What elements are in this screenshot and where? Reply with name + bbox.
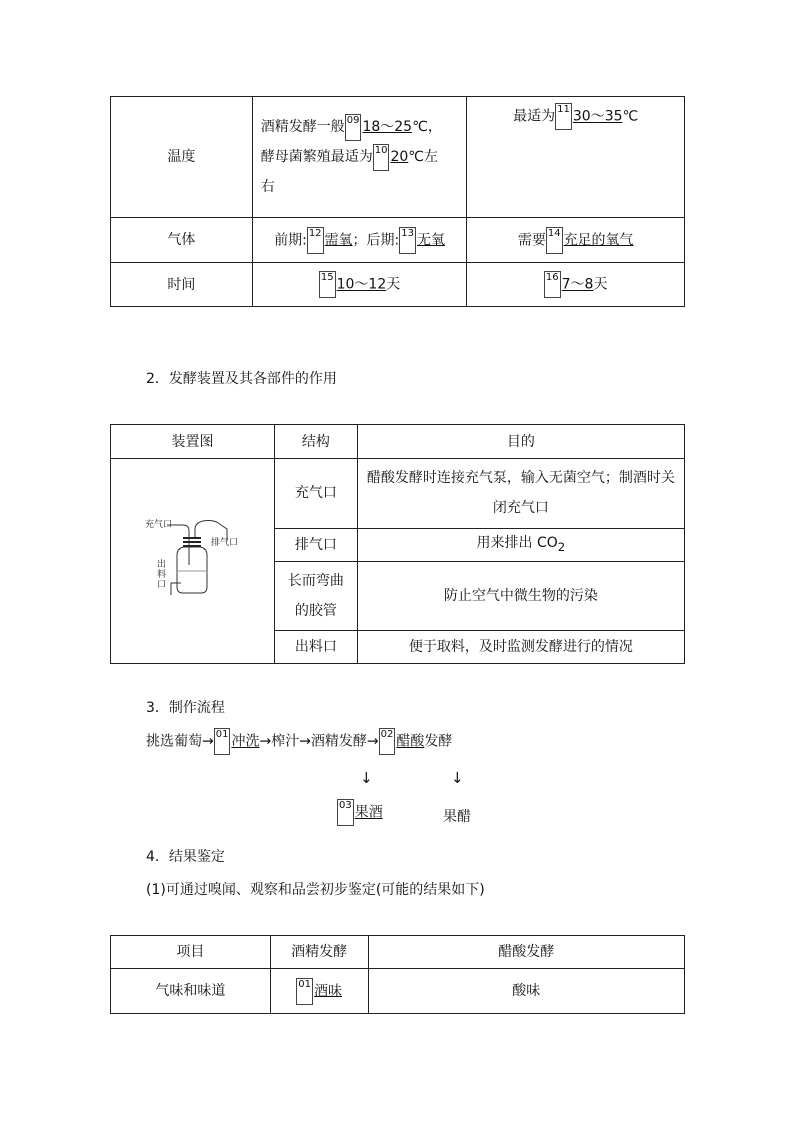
bottle-shape xyxy=(177,547,207,593)
subscript: 2 xyxy=(557,539,566,554)
alcohol-result-cell xyxy=(270,969,368,1014)
flow-text: 挑选葡萄→ xyxy=(146,733,214,750)
table-row xyxy=(111,459,685,529)
down-arrow-icon: ↓ xyxy=(451,769,464,787)
process-flow xyxy=(146,728,452,755)
acetic-time-cell xyxy=(467,263,685,307)
structure-cell: 排气口 xyxy=(275,528,358,561)
discharge-label-char: 口 xyxy=(157,580,167,590)
blank-number-box: 15 xyxy=(319,271,336,298)
fermentation-apparatus-diagram xyxy=(111,459,274,663)
column-header: 醋酸发酵 xyxy=(368,936,684,969)
table-header-row xyxy=(111,425,685,459)
column-header: 项目 xyxy=(111,936,271,969)
result-identification-table xyxy=(110,935,685,1014)
inlet-label: 充气口 xyxy=(145,520,173,530)
answer-text: 30～35 xyxy=(572,108,623,125)
table-header-row xyxy=(111,936,685,969)
cell-text: 需要 xyxy=(517,232,546,248)
blank-number-box: 02 xyxy=(379,728,396,755)
answer-text: 酒味 xyxy=(314,983,342,999)
cell-text: 酵母菌繁殖最适为 xyxy=(260,149,373,165)
acetic-temperature-cell xyxy=(467,97,685,218)
table-row xyxy=(111,263,685,307)
apparatus-diagram-cell xyxy=(111,459,275,664)
row-label-gas: 气体 xyxy=(111,218,253,263)
blank-number-box: 12 xyxy=(307,227,324,254)
cell-text: ；后期: xyxy=(352,232,400,248)
section-4-heading: 4．结果鉴定 xyxy=(146,849,225,865)
purpose-cell: 醋酸发酵时连接充气泵，输入无菌空气；制酒时关闭充气口 xyxy=(357,459,684,529)
alcohol-temperature-cell xyxy=(252,97,467,218)
answer-text: 18～25 xyxy=(362,119,413,135)
cell-text: 天 xyxy=(386,276,401,293)
discharge-tube xyxy=(171,583,181,595)
answer-text: 20 xyxy=(390,149,409,165)
cell-text: 右 xyxy=(260,179,275,195)
purpose-cell: 便于取料，及时监测发酵进行的情况 xyxy=(357,630,684,663)
fermentation-conditions-table xyxy=(110,96,685,307)
acetic-gas-cell xyxy=(467,218,685,263)
discharge-label-char: 料 xyxy=(157,570,167,580)
answer-text: 7～8 xyxy=(561,276,594,293)
alcohol-time-cell xyxy=(252,263,467,307)
column-header: 目的 xyxy=(357,425,684,459)
answer-text: 充足的氧气 xyxy=(563,232,634,248)
blank-number-box: 13 xyxy=(399,227,416,254)
blank-number-box: 11 xyxy=(555,103,572,130)
answer-text: 果酒 xyxy=(354,804,383,821)
row-label-time: 时间 xyxy=(111,263,253,307)
cell-text: ℃ xyxy=(622,108,639,125)
purpose-cell xyxy=(357,528,684,561)
answer-text: 冲洗 xyxy=(231,733,260,750)
apparatus-table xyxy=(110,424,685,664)
column-header: 装置图 xyxy=(111,425,275,459)
blank-number-box: 01 xyxy=(296,978,313,1005)
purpose-cell: 防止空气中微生物的污染 xyxy=(357,561,684,630)
cell-text: 酒精发酵一般 xyxy=(260,119,345,135)
table-row xyxy=(111,218,685,263)
blank-number-box: 01 xyxy=(214,728,231,755)
product-alcohol xyxy=(337,799,383,826)
row-label: 气味和味道 xyxy=(111,969,271,1014)
section-2-heading: 2．发酵装置及其各部件的作用 xyxy=(146,371,337,387)
blank-number-box: 03 xyxy=(337,799,354,826)
answer-text: 10～12 xyxy=(336,276,387,293)
answer-text: 需氧 xyxy=(324,232,353,248)
column-header: 结构 xyxy=(275,425,358,459)
product-vinegar: 果醋 xyxy=(443,809,471,825)
cell-text: 前期: xyxy=(274,232,307,248)
cell-text: 最适为 xyxy=(513,108,556,125)
blank-number-box: 14 xyxy=(546,227,563,254)
column-header: 酒精发酵 xyxy=(270,936,368,969)
cell-text: 天 xyxy=(593,276,608,293)
blank-number-box: 09 xyxy=(345,114,362,141)
table-row xyxy=(111,969,685,1014)
cell-text: ℃左 xyxy=(408,149,439,165)
structure-cell: 长而弯曲的胶管 xyxy=(275,561,358,630)
outlet-label: 排气口 xyxy=(211,538,239,548)
answer-text: 无氧 xyxy=(417,232,445,248)
blank-number-box: 10 xyxy=(373,144,390,171)
down-arrow-icon: ↓ xyxy=(360,769,373,787)
discharge-label-char: 出 xyxy=(157,560,167,570)
answer-text: 醋酸 xyxy=(396,733,425,750)
blank-number-box: 16 xyxy=(544,271,561,298)
cell-text: ℃， xyxy=(412,119,442,135)
row-label-temperature: 温度 xyxy=(111,97,253,218)
structure-cell: 出料口 xyxy=(275,630,358,663)
stopper-shape xyxy=(183,537,201,547)
structure-cell: 充气口 xyxy=(275,459,358,529)
flow-text: →榨汁→酒精发酵→ xyxy=(259,733,379,750)
flow-text: 发酵 xyxy=(424,733,453,750)
alcohol-gas-cell xyxy=(252,218,467,263)
section-3-heading: 3．制作流程 xyxy=(146,700,225,716)
acetic-result-cell: 酸味 xyxy=(368,969,684,1014)
table-row xyxy=(111,97,685,218)
cell-text: 用来排出 CO xyxy=(476,534,558,551)
section-4-subheading: (1)可通过嗅闻、观察和品尝初步鉴定(可能的结果如下) xyxy=(146,882,485,898)
